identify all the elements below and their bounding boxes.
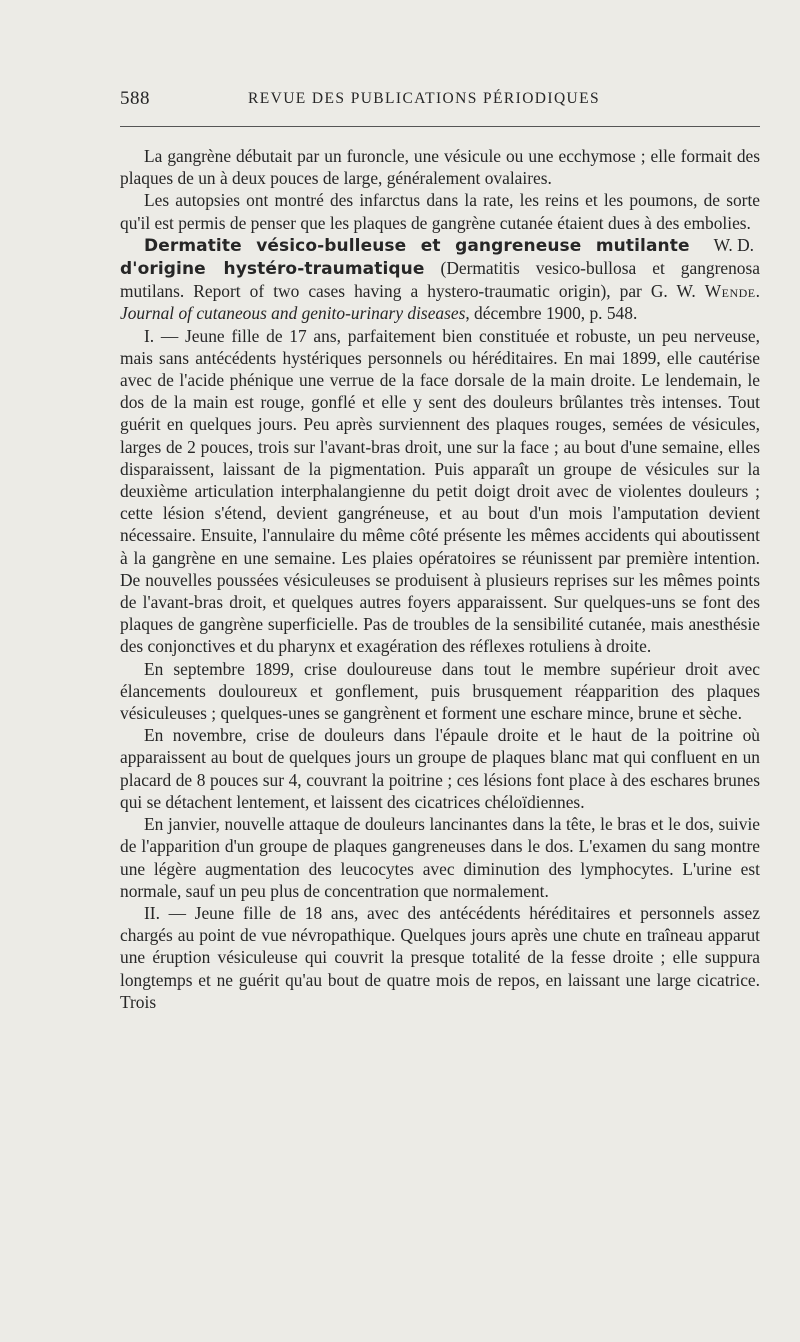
case-paragraph: II. — Jeune fille de 18 ans, avec des antécédents héréditaires et personnels assez chargés au point de vue névropathique. Quelques jours après une chute en traîneau apparut une éruption vésiculeuse qui couvrit la presque totalité de la fesse droite ; elle suppura longtemps et ne guérit qu'au bout de quatre mois de repos, en laissant une large cicatrice. Trois bbox=[120, 902, 760, 1012]
case-paragraph: En septembre 1899, crise douloureuse dans tout le membre supérieur droit avec élancements douloureux et gonflement, puis brusquement réapparition des plaques vésiculeuses ; quelques-unes se gangrènent et forment une eschare mince, brune et sèche. bbox=[120, 658, 760, 724]
journal-details: , décembre 1900, p. 548. bbox=[465, 303, 638, 324]
author-signature: W. D. bbox=[713, 234, 754, 255]
article-heading bbox=[120, 234, 760, 325]
article-author-tail: . bbox=[755, 281, 760, 302]
body-text bbox=[120, 145, 760, 1013]
page-number: 588 bbox=[120, 88, 150, 109]
article-author: Wende bbox=[704, 281, 756, 302]
article-title: Dermatite vésico-bulleuse et gangreneuse mutilante d'origine hystéro-traumatique bbox=[120, 235, 690, 280]
article-subtitle: (Dermatitis vesico-bullosa et gangrenosa mutilans. Report of two cases having a hystero-traumatic origin), par G. W. bbox=[120, 258, 760, 302]
case-paragraph: En novembre, crise de douleurs dans l'épaule droite et le haut de la poitrine où apparaissent au bout de quelques jours un groupe de plaques blanc mat qui confluent en un placard de 8 pouces sur 4, couvrant la poitrine ; ces lésions font place à des eschares brunes qui se détachent lentement, et laissent des cicatrices chéloïdiennes. bbox=[120, 725, 760, 812]
header-rule bbox=[120, 126, 760, 127]
journal-name: Journal of cutaneous and genito-urinary diseases bbox=[120, 303, 466, 324]
article-citation bbox=[120, 234, 760, 325]
case-paragraph: I. — Jeune fille de 17 ans, parfaitement bien constituée et robuste, un peu nerveuse, mais sans antécédents hystériques personnels ou héréditaires. En mai 1899, elle cautérise avec de l'acide phénique une verrue de la face dorsale de la main droite. Le lendemain, le dos de la main est rouge, gonflé et elle y sent des douleurs brûlantes très intenses. Tout guérit en quelques jours. Peu après surviennent des plaques rouges, semées de vésicules, larges de 2 pouces, trois sur l'avant-bras droit, une sur la face ; au bout d'une semaine, elles disparaissent, laissant de la pigmentation. Puis apparaît un groupe de vésicules sur la deuxième articulation interphalangienne du petit doigt droit avec de violentes douleurs ; cette lésion s'étend, devient gangréneuse, et au bout d'un mois l'amputation devient nécessaire. Ensuite, l'annulaire du même côté présente les mêmes accidents qui aboutissent à la gangrène en une semaine. Les plaies opératoires se réunissent par première intention. De nouvelles poussées vésiculeuses se produisent à plusieurs reprises sur les mêmes points de l'avant-bras droit, et quelques autres foyers apparaissent. Sur quelques-uns se font des plaques de gangrène superficielle. Pas de troubles de la sensibilité cutanée, mais anesthésie des conjonctives et du pharynx et exagération des réflexes rotuliens à droite. bbox=[120, 325, 760, 657]
page-header bbox=[120, 88, 760, 112]
case-paragraph: En janvier, nouvelle attaque de douleurs lancinantes dans la tête, le bras et le dos, suivie de l'apparition d'un groupe de plaques gangreneuses dans le dos. L'examen du sang montre une légère augmentation des leucocytes avec diminution des lymphocytes. L'urine est normale, sauf un peu plus de concentration que normalement. bbox=[120, 814, 760, 901]
running-title: REVUE DES PUBLICATIONS PÉRIODIQUES bbox=[248, 90, 601, 107]
paragraph-text: Les autopsies ont montré des infarctus dans la rate, les reins et les poumons, de sorte qu'il est permis de penser que les plaques de gangrène cutanée étaient dues à des embolies. bbox=[120, 190, 760, 233]
paragraph: La gangrène débutait par un furoncle, une vésicule ou une ecchymose ; elle formait des plaques de un à deux pouces de large, généralement ovalaires. bbox=[120, 146, 760, 189]
paragraph bbox=[120, 189, 760, 255]
